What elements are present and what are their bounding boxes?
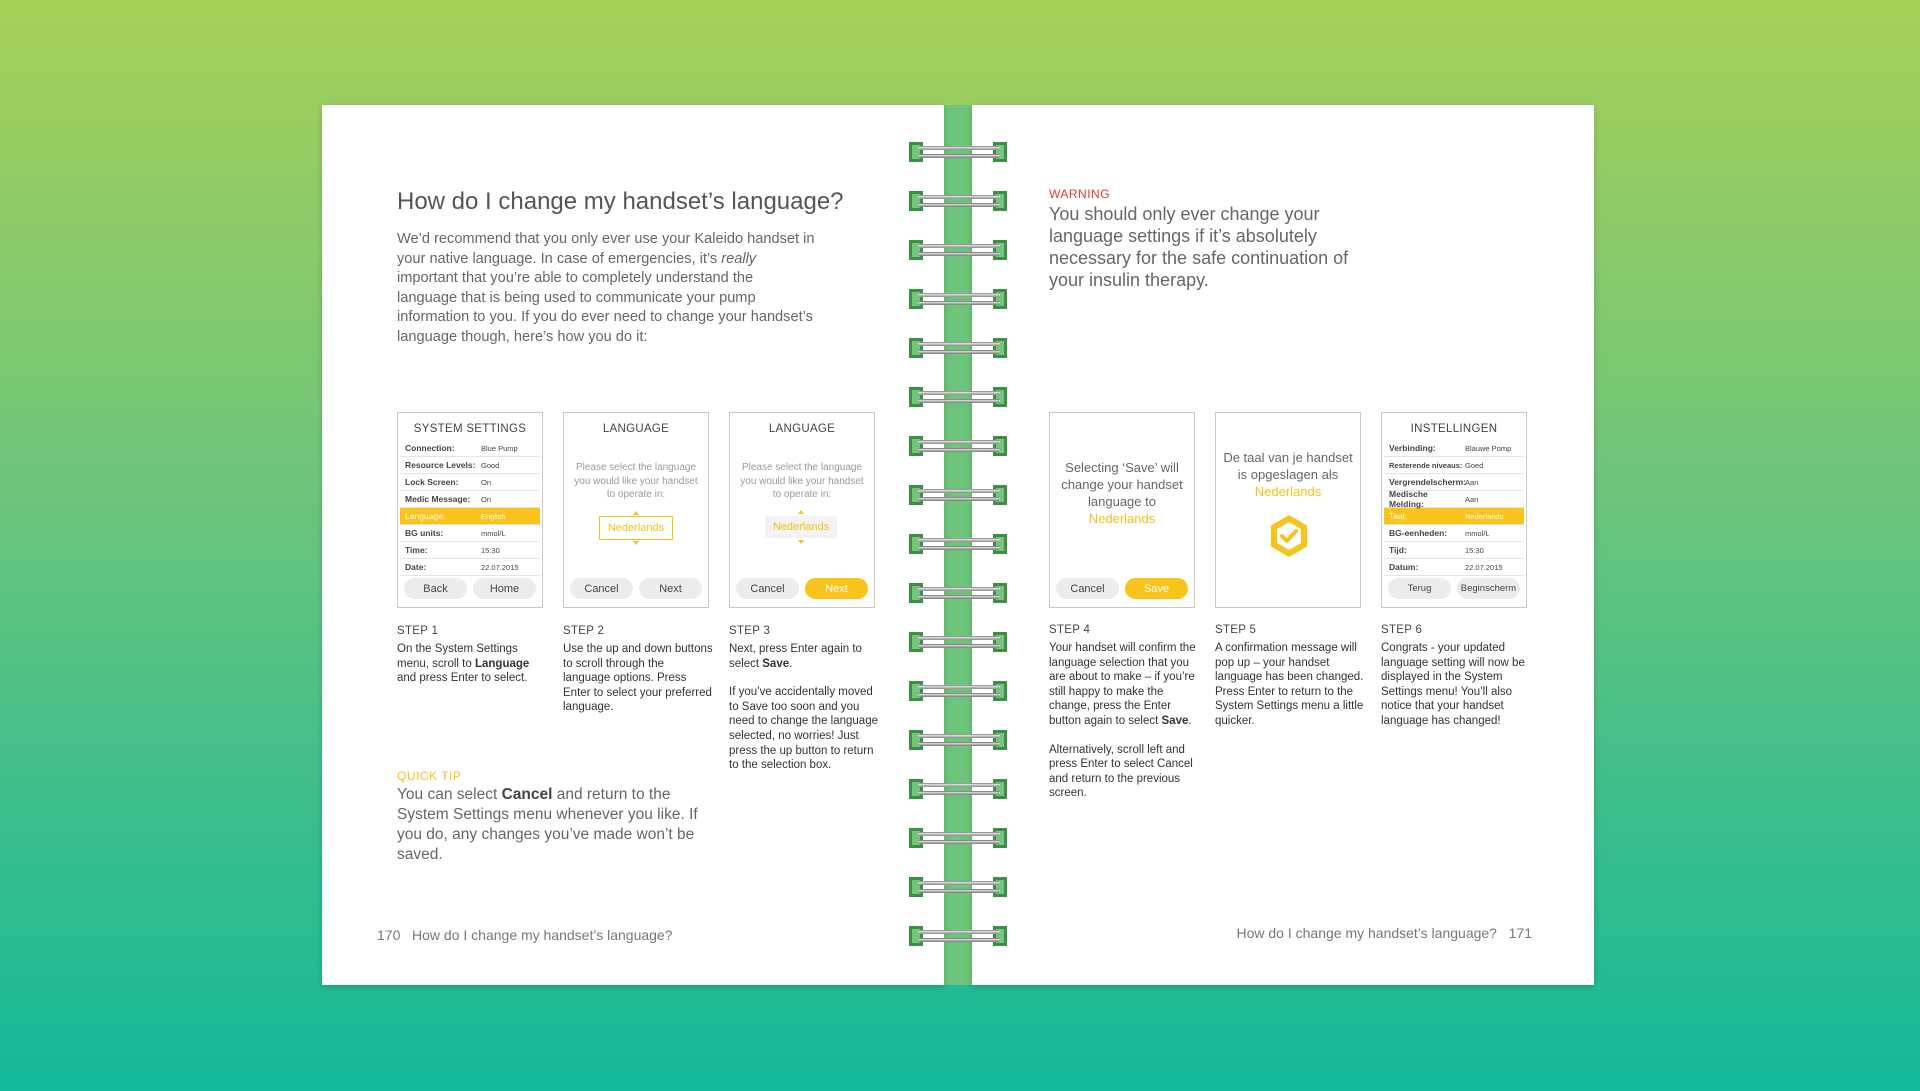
- spiral-ring-icon: [909, 289, 1007, 309]
- language-prompt: Please select the language you would like your handset to operate in:: [574, 462, 698, 500]
- settings-row[interactable]: Time: 15:30: [400, 542, 540, 559]
- cancel-button[interactable]: Cancel: [736, 578, 799, 599]
- spiral-ring-icon: [909, 730, 1007, 750]
- spiral-ring-icon: [909, 681, 1007, 701]
- settings-row[interactable]: Date: 22.07.2015: [400, 559, 540, 576]
- spiral-ring-icon: [909, 877, 1007, 897]
- spiral-ring-icon: [909, 387, 1007, 407]
- spiral-ring-icon: [909, 828, 1007, 848]
- save-message: Selecting ‘Save’ will change your handset language to Nederlands: [1061, 460, 1183, 526]
- settings-row[interactable]: Datum: 22.07.2015: [1384, 559, 1524, 576]
- back-button[interactable]: Back: [404, 578, 467, 599]
- intro-paragraph: We’d recommend that you only ever use your Kaleido handset in your native language. In case of emergencies, it’s really important that you’re able to completely understand the language that is being used to communicate your pump information to you. If you do ever need to change your handset’s language though, here’s how you do it:: [397, 231, 815, 345]
- screen-title: LANGUAGE: [768, 423, 836, 435]
- spiral-ring-icon: [909, 240, 1007, 260]
- spiral-ring-icon: [909, 926, 1007, 946]
- back-button[interactable]: Terug: [1388, 578, 1451, 599]
- settings-row[interactable]: Tijd: 15:30: [1384, 542, 1524, 559]
- warning-block: WARNING You should only ever change your language settings if it’s absolutely necessary for the safe continuation of your insulin therapy.: [1049, 187, 1349, 290]
- screen-title: INSTELLINGEN: [1410, 423, 1498, 435]
- next-button[interactable]: Next: [805, 578, 868, 599]
- settings-row[interactable]: Resterende niveaus: Goed: [1384, 457, 1524, 474]
- settings-row[interactable]: Lock Screen: On: [400, 474, 540, 491]
- cancel-button[interactable]: Cancel: [1056, 578, 1119, 599]
- step-1: STEP 1 On the System Settings menu, scroll to Language and press Enter to select.: [397, 625, 530, 685]
- settings-row[interactable]: Connection: Blue Pump: [400, 440, 540, 457]
- screen-title: LANGUAGE: [602, 423, 670, 435]
- settings-row[interactable]: Resource Levels: Good: [400, 457, 540, 474]
- screen-title: SYSTEM SETTINGS: [413, 423, 527, 435]
- page-title: How do I change my handset’s language?: [397, 188, 844, 215]
- saved-message: De taal van je handset is opgeslagen als Nederlands: [1223, 450, 1353, 499]
- settings-row-selected[interactable]: Taal: Nederlands: [1384, 508, 1524, 525]
- settings-row[interactable]: BG-eenheden: mmol/L: [1384, 525, 1524, 542]
- footer-title: How do I change my handset’s language?: [1236, 925, 1497, 941]
- next-button[interactable]: Next: [639, 578, 702, 599]
- settings-row[interactable]: Verbinding: Blauwe Pomp: [1384, 440, 1524, 457]
- step-3: STEP 3 Next, press Enter again to select Save. If you’ve accidentally moved to Save too soon and you need to change the language selected, no worries! Just press the up button to return to the selection box.: [729, 625, 878, 772]
- language-prompt: Please select the language you would like your handset to operate in:: [740, 462, 864, 500]
- spiral-ring-icon: [909, 485, 1007, 505]
- spiral-ring-icon: [909, 779, 1007, 799]
- step-5: STEP 5 A confirmation message will pop up – your handset language has been changed. Press Enter to return to the System Settings menu a little quicker.: [1215, 624, 1364, 727]
- home-button[interactable]: Beginscherm: [1457, 578, 1520, 599]
- home-button[interactable]: Home: [473, 578, 536, 599]
- save-button[interactable]: Save: [1125, 578, 1188, 599]
- language-picker[interactable]: Nederlands: [599, 516, 673, 540]
- step-2: STEP 2 Use the up and down buttons to scroll through the language options. Press Enter to select your preferred language.: [563, 625, 713, 714]
- language-picker[interactable]: Nederlands: [765, 516, 837, 538]
- page-number: 171: [1508, 925, 1532, 941]
- spiral-ring-icon: [909, 534, 1007, 554]
- spiral-ring-icon: [909, 436, 1007, 456]
- settings-row[interactable]: Vergrendelscherm: Aan: [1384, 474, 1524, 491]
- settings-row[interactable]: Medische Melding: Aan: [1384, 491, 1524, 508]
- settings-row[interactable]: BG units: mmol/L: [400, 525, 540, 542]
- spiral-ring-icon: [909, 632, 1007, 652]
- page-number: 170: [377, 927, 401, 943]
- step-6: STEP 6 Congrats - your updated language setting will now be displayed in the System Settings menu! You’ll also notice that your handset language has changed!: [1381, 624, 1525, 727]
- spiral-ring-icon: [909, 338, 1007, 358]
- spiral-ring-icon: [909, 583, 1007, 603]
- spiral-ring-icon: [909, 191, 1007, 211]
- settings-row-selected[interactable]: Language: English: [400, 508, 540, 525]
- quick-tip: QUICK TIP You can select Cancel and return to the System Settings menu whenever you like. If you do, any changes you’ve made won’t be saved.: [397, 769, 698, 863]
- step-4: STEP 4 Your handset will confirm the language selection that you are about to make – if you’re still happy to make the change, press the Enter button again to select Save. Alternatively, scroll left and press Enter to select Cancel and return to the previous screen.: [1049, 624, 1196, 800]
- spiral-ring-icon: [909, 142, 1007, 162]
- cancel-button[interactable]: Cancel: [570, 578, 633, 599]
- settings-row[interactable]: Medic Message: On: [400, 491, 540, 508]
- footer-title: How do I change my handset’s language?: [412, 927, 673, 943]
